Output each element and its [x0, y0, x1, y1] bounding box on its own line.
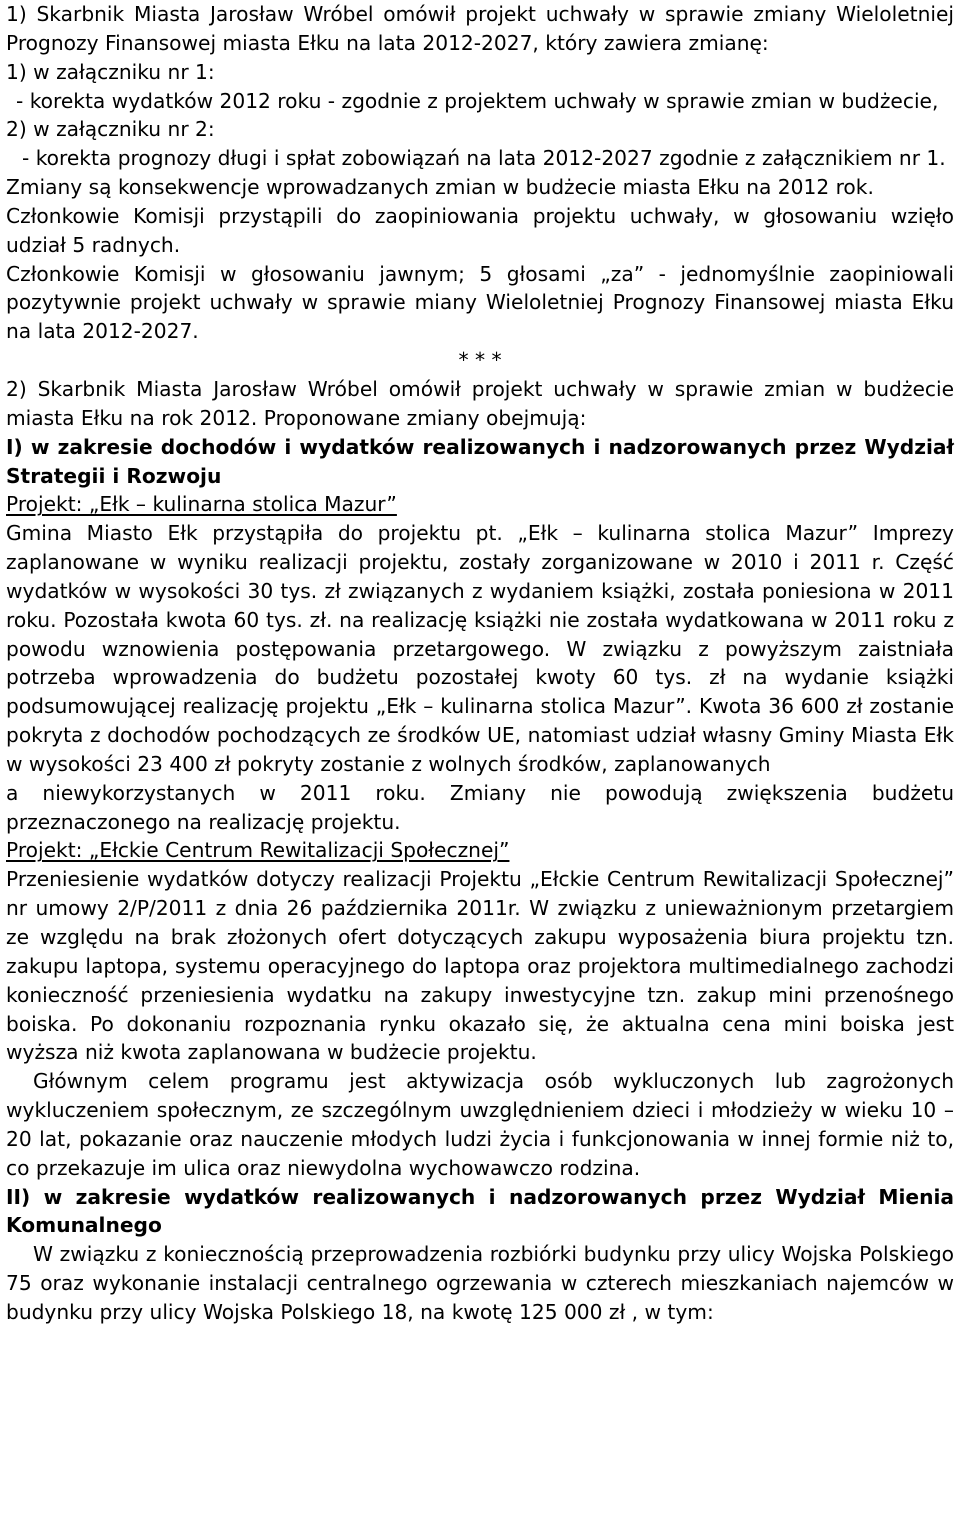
section1-item1-heading: 1) w załączniku nr 1: [6, 59, 215, 84]
section2-intro: 2) Skarbnik Miasta Jarosław Wróbel omówił projekt uchwały w sprawie zmian w budżecie miasta Ełku na rok 2012. Proponowane zmiany obejmują: [6, 376, 954, 430]
project2-title: Projekt: „Ełckie Centrum Rewitalizacji Społecznej” [6, 838, 510, 863]
project2-title-line [6, 836, 954, 865]
project1-text-end: a niewykorzystanych w 2011 roku. Zmiany nie powodują zwiększenia budżetu przeznaczonego na realizację projektu. [6, 780, 954, 834]
heading-section-II: II) w zakresie wydatków realizowanych i nadzorowanych przez Wydział Mienia Komunalnego [6, 1184, 954, 1238]
section1-item2-detail: - korekta prognozy długi i spłat zobowiązań na lata 2012-2027 zgodnie z załącznikiem nr 1. [22, 146, 946, 171]
project1-title: Projekt: „Ełk – kulinarna stolica Mazur” [6, 492, 397, 517]
separator: * * * [458, 348, 502, 373]
demolition-paragraph: W związku z koniecznością przeprowadzenia rozbiórki budynku przy ulicy Wojska Polskiego 75 oraz wykonanie instalacji centralnego ogrzewania w czterech mieszkaniach najemców w budynku przy ulicy Wojska Polskiego 18, na kwotę 125 000 zł , w tym: [6, 1242, 954, 1324]
section1-item2-heading: 2) w załączniku nr 2: [6, 117, 215, 142]
section1-vote: Członkowie Komisji w głosowaniu jawnym; 5 głosami „za” - jednomyślnie zaopiniowali pozytywnie projekt uchwały w sprawie miany Wieloletniej Prognozy Finansowej miasta Ełku na lata 2012-2027. [6, 261, 954, 344]
document-page [6, 0, 954, 1327]
section1-consequence: Zmiany są konsekwencje wprowadzanych zmian w budżecie miasta Ełku na 2012 rok. [6, 175, 874, 200]
project1-title-line [6, 490, 954, 519]
project1-text: Gmina Miasto Ełk przystąpiła do projektu pt. „Ełk – kulinarna stolica Mazur” Imprezy zaplanowane w wyniku realizacji projektu, zostały zorganizowane w 2010 i 2011 r. Część wydatków w wysokości 30 tys. zł związanych z wydaniem książki, została poniesiona w 2011 roku. Pozostała kwota 60 tys. zł. na realizację książki nie została wydatkowana w 2011 roku z powodu wznowienia postępowania przetargowego. W związku z powyższym zaistniała potrzeba wprowadzenia do budżetu pozostałej kwoty 60 tys. zł na wydanie książki podsumowującej realizację projektu „Ełk – kulinarna stolica Mazur”. Kwota 36 600 zł zostanie pokryta z dochodów pochodzących ze środków UE, natomiast udział własny Gminy Miasta Ełk w wysokości 23 400 zł pokryty zostanie z wolnych środków, zaplanowanych [6, 521, 954, 776]
heading-section-I: I) w zakresie dochodów i wydatków realizowanych i nadzorowanych przez Wydział Strategii i Rozwoju [6, 434, 954, 488]
section1-participation: Członkowie Komisji przystąpili do zaopiniowania projektu uchwały, w głosowaniu wzięło udział 5 radnych. [6, 203, 954, 257]
program-goal: Głównym celem programu jest aktywizacja osób wykluczonych lub zagrożonych wykluczeniem społecznym, ze szczególnym uwzględnieniem dzieci i młodzieży w wieku 10 – 20 lat, pokazanie oraz nauczenie młodych ludzi życia i funkcjonowania w innej formie niż to, co przekazuje im ulica oraz niewydolna wychowawczo rodzina. [6, 1069, 954, 1180]
section1-item1-detail: - korekta wydatków 2012 roku - zgodnie z projektem uchwały w sprawie zmian w budżecie, [16, 88, 939, 113]
section1-intro: 1) Skarbnik Miasta Jarosław Wróbel omówił projekt uchwały w sprawie zmiany Wieloletniej Prognozy Finansowej miasta Ełku na lata 2012-2027, który zawiera zmianę: [6, 2, 954, 55]
project2-text: Przeniesienie wydatków dotyczy realizacji Projektu „Ełckie Centrum Rewitalizacji Społecznej” nr umowy 2/P/2011 z dnia 26 października 2011r. W związku z unieważnionym przetargiem ze względu na brak złożonych ofert dotyczących zakupu wyposażenia biura projektu tzn. zakupu laptopa, systemu operacyjnego do laptopa oraz projektora multimedialnego zachodzi konieczność przeniesienia wydatku na zakupy inwestycyjne tzn. zakup mini przenośnego boiska. Po dokonaniu rozpoznania rynku okazało się, że aktualna cena mini boiska jest wyższa niż kwota zaplanowana w budżecie projektu. [6, 867, 954, 1065]
